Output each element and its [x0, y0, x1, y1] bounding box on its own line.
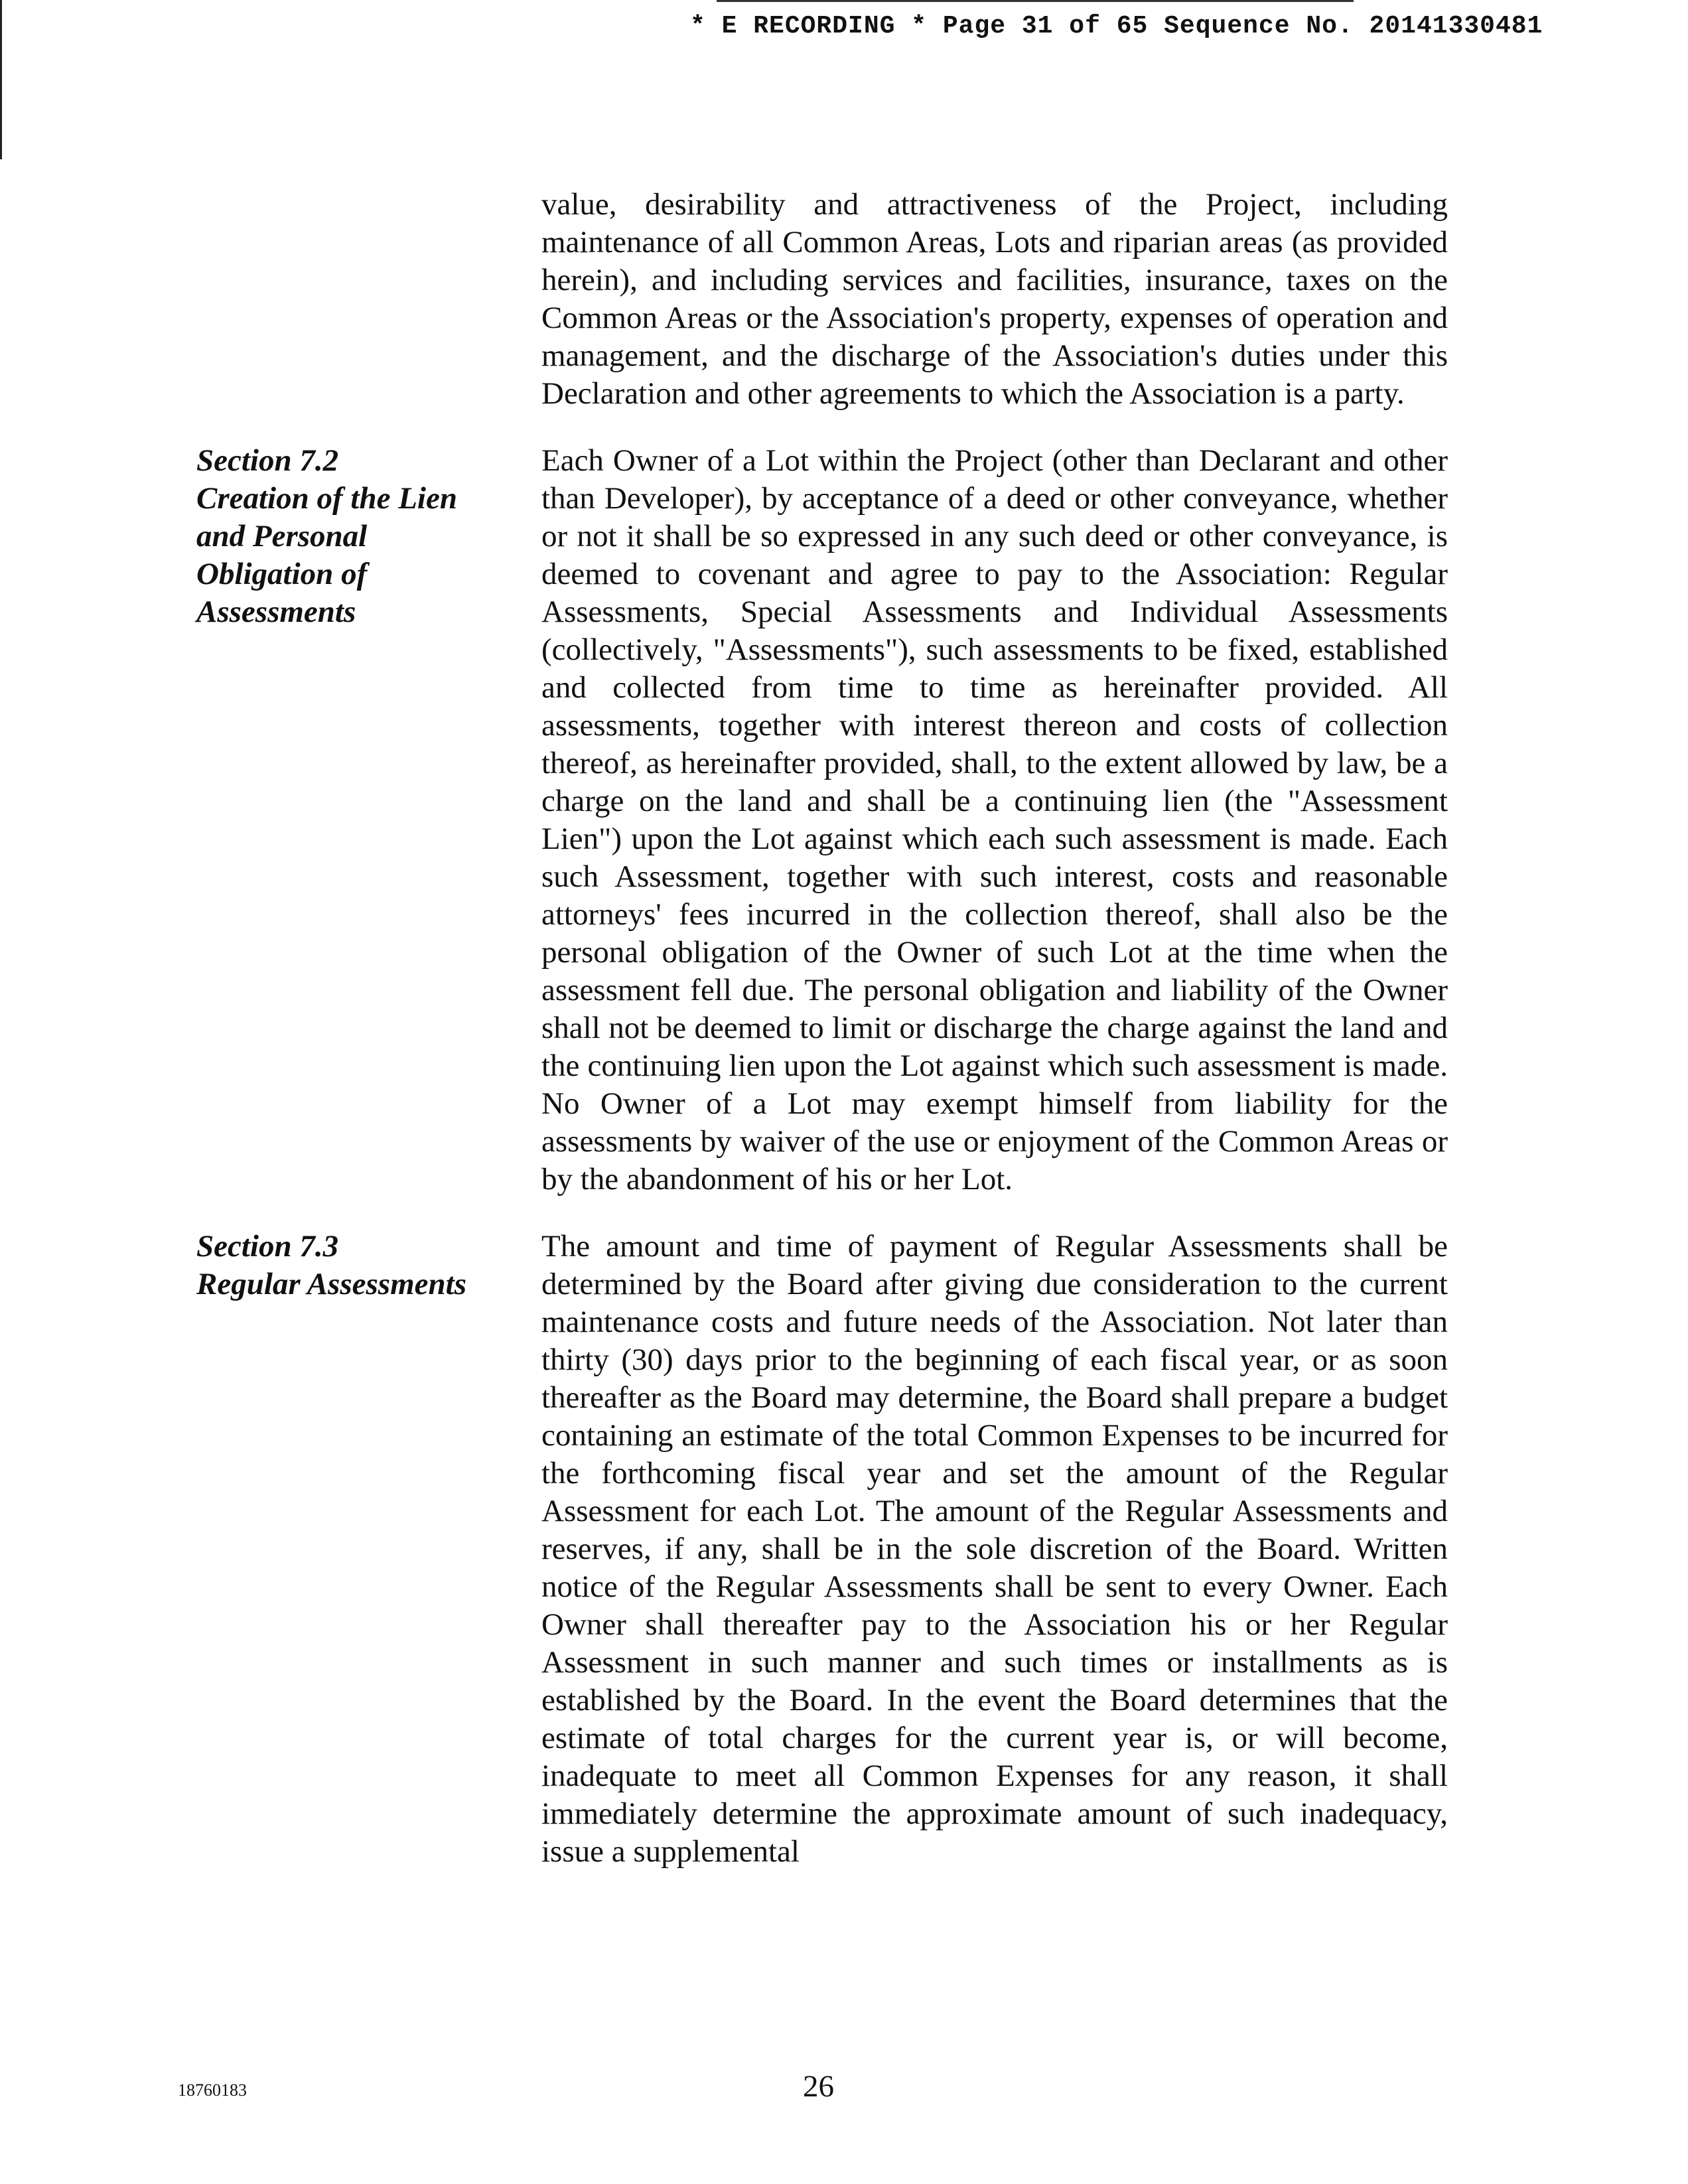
scan-edge-line	[0, 0, 2, 159]
page-number: 26	[803, 2069, 834, 2104]
section-7-3	[196, 1228, 1448, 1871]
section-number: Section 7.2	[196, 443, 339, 478]
section-heading	[196, 1228, 541, 1303]
recording-stamp: * E RECORDING * Page 31 of 65 Sequence No. 20141330481	[690, 12, 1543, 40]
section-title-line: Assessments	[196, 595, 356, 629]
section-number: Section 7.3	[196, 1229, 339, 1264]
section-text: Each Owner of a Lot within the Project (other than Declarant and other than Developer), by acceptance of a deed or other conveyance, whether or not it shall be so expressed in any such deed or other conveyance, is deemed to covenant and agree to pay to the Association: Regular Assessments, Special Assessments and Individual Assessments (collectively, "Assessments"), such assessments to be fixed, established and collected from time to time as hereinafter provided. All assessments, together with interest thereon and costs of collection thereof, as hereinafter provided, shall, to the extent allowed by law, be a charge on the land and shall be a continuing lien (the "Assessment Lien") upon the Lot against which each such assessment is made. Each such Assessment, together with such interest, costs and reasonable attorneys' fees incurred in the collection thereof, shall also be the personal obligation of the Owner of such Lot at the time when the assessment fell due. The personal obligation and liability of the Owner shall not be deemed to limit or discharge the charge against the land and the continuing lien upon the Lot against which such assessment is made. No Owner of a Lot may exempt himself from liability for the assessments by waiver of the use or enjoyment of the Common Areas or by the abandonment of his or her Lot.	[541, 443, 1448, 1197]
section-title-line: Obligation of	[196, 557, 368, 591]
section-7-2	[196, 442, 1448, 1199]
header-rule	[717, 0, 1354, 2]
section-title-line: Regular Assessments	[196, 1267, 466, 1301]
section-text: value, desirability and attractiveness of the Project, including maintenance of all Common Areas, Lots and riparian areas (as provided herein), and including services and facilities, insurance, taxes on the Common Areas or the Association's property, expenses of operation and management, and the discharge of the Association's duties under this Declaration and other agreements to which the Association is a party.	[541, 187, 1448, 411]
document-body	[196, 186, 1448, 1900]
section-continuation	[196, 186, 1448, 413]
section-title-line: and Personal	[196, 519, 368, 553]
section-heading	[196, 442, 541, 631]
section-text: The amount and time of payment of Regular Assessments shall be determined by the Board after giving due consideration to the current maintenance costs and future needs of the Association. Not later than thirty (30) days prior to the beginning of each fiscal year, or as soon thereafter as the Board may determine, the Board shall prepare a budget containing an estimate of the total Common Expenses to be incurred for the forthcoming fiscal year and set the amount of the Regular Assessment for each Lot. The amount of the Regular Assessments and reserves, if any, shall be in the sole discretion of the Board. Written notice of the Regular Assessments shall be sent to every Owner. Each Owner shall thereafter pay to the Association his or her Regular Assessment in such manner and such times or installments as is established by the Board. In the event the Board determines that the estimate of total charges for the current year is, or will become, inadequate to meet all Common Expenses for any reason, it shall immediately determine the approximate amount of such inadequacy, issue a supplemental	[541, 1229, 1448, 1869]
document-number: 18760183	[178, 2080, 247, 2100]
section-title-line: Creation of the Lien	[196, 481, 457, 516]
